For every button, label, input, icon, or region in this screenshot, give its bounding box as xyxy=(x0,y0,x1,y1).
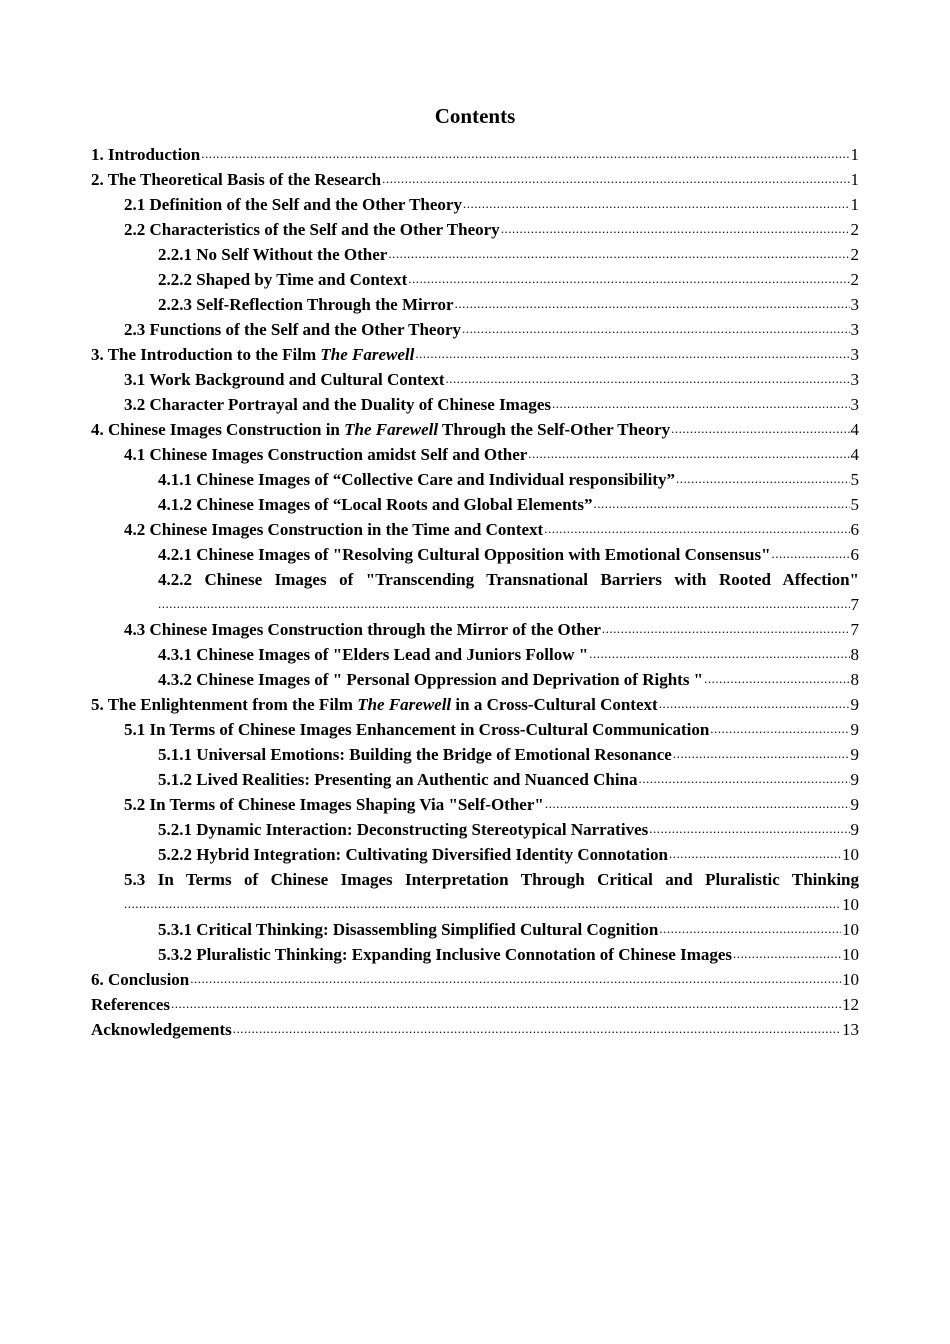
toc-text-part: 4.3.1 Chinese Images of "Elders Lead and Juniors Follow " xyxy=(158,645,589,664)
toc-entry[interactable] xyxy=(91,542,859,567)
toc-entry-title xyxy=(91,692,658,717)
toc-entry[interactable] xyxy=(91,817,859,842)
page-number: 10 xyxy=(842,920,859,939)
toc-entry-title xyxy=(91,967,189,992)
page-number: 10 xyxy=(842,945,859,964)
toc-text-part: 5.3 In Terms of Chinese Images Interpretation Through Critical and Pluralistic Thinking xyxy=(124,870,859,889)
toc-text-part: 1. Introduction xyxy=(91,145,201,164)
toc-entry-title xyxy=(158,742,672,767)
toc-entry-title xyxy=(158,492,592,517)
dot-leader xyxy=(544,519,849,539)
toc-entry-title xyxy=(91,417,670,442)
dot-leader xyxy=(233,1019,841,1039)
page-number: 9 xyxy=(850,820,859,839)
page-title: Contents xyxy=(434,104,516,128)
toc-entry-title xyxy=(158,292,454,317)
dot-leader xyxy=(659,694,850,714)
toc-entry-title xyxy=(91,992,170,1017)
toc-text-part: 4.2.2 Chinese Images of "Transcending Transnational Barriers with Rooted Affection" xyxy=(158,570,859,589)
dot-leader xyxy=(552,394,849,414)
toc-entry-title xyxy=(158,467,675,492)
dot-leader xyxy=(124,894,841,914)
toc-text-part: 2.2.3 Self-Reflection Through the Mirror xyxy=(158,295,454,314)
toc-entry-title xyxy=(158,942,732,967)
dot-leader xyxy=(704,669,849,689)
toc-text-part: 5.2 In Terms of Chinese Images Shaping Via "Self-Other" xyxy=(124,795,544,814)
toc-entry-title xyxy=(91,167,381,192)
page-number: 3 xyxy=(850,320,859,339)
page-number: 9 xyxy=(850,770,859,789)
dot-leader xyxy=(190,969,841,989)
dot-leader xyxy=(528,444,849,464)
toc-entry-title xyxy=(124,367,445,392)
toc-entry[interactable] xyxy=(91,342,859,367)
toc-entry[interactable] xyxy=(91,242,859,267)
toc-entry-continuation[interactable] xyxy=(91,892,859,917)
toc-entry-title xyxy=(124,717,709,742)
toc-entry[interactable] xyxy=(91,792,859,817)
toc-entry[interactable] xyxy=(91,942,859,967)
toc-entry-title xyxy=(158,917,658,942)
toc-text-part: 5.1 In Terms of Chinese Images Enhancement in Cross-Cultural Communication xyxy=(124,720,710,739)
dot-leader xyxy=(639,769,850,789)
toc-entry[interactable] xyxy=(91,742,859,767)
dot-leader xyxy=(201,144,849,164)
dot-leader xyxy=(408,269,849,289)
dot-leader xyxy=(673,744,850,764)
toc-entry-title xyxy=(158,567,859,592)
toc-entry[interactable] xyxy=(91,667,859,692)
toc-text-part: Through the Self-Other Theory xyxy=(438,420,671,439)
toc-entry-title xyxy=(124,392,551,417)
dot-leader xyxy=(602,619,850,639)
toc-entry[interactable] xyxy=(91,1017,859,1042)
toc-text-part: 4.3.2 Chinese Images of " Personal Oppression and Deprivation of Rights " xyxy=(158,670,704,689)
toc-entry-title xyxy=(158,542,771,567)
film-title: The Farewell xyxy=(344,420,439,439)
dot-leader xyxy=(171,994,841,1014)
page-number: 10 xyxy=(842,895,859,914)
page-number: 1 xyxy=(850,145,859,164)
toc-entry[interactable] xyxy=(91,392,859,417)
page-number: 4 xyxy=(850,445,859,464)
film-title: The Farewell xyxy=(357,695,452,714)
toc-entry-title xyxy=(124,192,462,217)
toc-text-part: 4.3 Chinese Images Construction through the Mirror of the Other xyxy=(124,620,601,639)
toc-text-part: 4.2 Chinese Images Construction in the Time and Context xyxy=(124,520,544,539)
toc-entry[interactable] xyxy=(91,417,859,442)
page-number: 5 xyxy=(850,495,859,514)
toc-text-part: 5.3.1 Critical Thinking: Disassembling Simplified Cultural Cognition xyxy=(158,920,659,939)
page-number: 9 xyxy=(850,745,859,764)
toc-entry[interactable] xyxy=(91,517,859,542)
dot-leader xyxy=(676,469,850,489)
page-number: 7 xyxy=(850,595,859,614)
dot-leader xyxy=(659,919,841,939)
dot-leader xyxy=(462,319,849,339)
page-number: 6 xyxy=(850,520,859,539)
toc-entry[interactable] xyxy=(91,992,859,1017)
toc-entry[interactable] xyxy=(91,617,859,642)
toc-entry[interactable] xyxy=(91,842,859,867)
dot-leader xyxy=(446,369,850,389)
toc-text-part: 4.1 Chinese Images Construction amidst Self and Other xyxy=(124,445,528,464)
toc-text-part: 5. The Enlightenment from the Film xyxy=(91,695,358,714)
toc-text-part: 4.1.2 Chinese Images of “Local Roots and Global Elements” xyxy=(158,495,593,514)
page-number: 5 xyxy=(850,470,859,489)
toc-text-part: 2.2 Characteristics of the Self and the Other Theory xyxy=(124,220,500,239)
dot-leader xyxy=(463,194,850,214)
page-number: 3 xyxy=(850,370,859,389)
dot-leader xyxy=(589,644,849,664)
page-number: 3 xyxy=(850,345,859,364)
page-number: 3 xyxy=(850,395,859,414)
page-number: 8 xyxy=(850,645,859,664)
toc-text-part: 2. The Theoretical Basis of the Research xyxy=(91,170,382,189)
toc-text-part: 2.3 Functions of the Self and the Other Theory xyxy=(124,320,462,339)
toc-entry[interactable] xyxy=(91,442,859,467)
toc-text-part: 5.2.1 Dynamic Interaction: Deconstructing Stereotypical Narratives xyxy=(158,820,649,839)
dot-leader xyxy=(388,244,849,264)
dot-leader xyxy=(158,594,850,614)
toc-entry-title xyxy=(124,442,527,467)
toc-entry-continuation[interactable] xyxy=(91,592,859,617)
toc-entry[interactable] xyxy=(91,192,859,217)
toc-text-part: 2.1 Definition of the Self and the Other Theory xyxy=(124,195,462,214)
toc-text-part: in a Cross-Cultural Context xyxy=(451,695,658,714)
toc-entry-title xyxy=(158,242,387,267)
toc-text-part: 2.2.1 No Self Without the Other xyxy=(158,245,388,264)
toc-entry[interactable] xyxy=(91,767,859,792)
page-number: 9 xyxy=(850,795,859,814)
toc-entry[interactable] xyxy=(91,267,859,292)
toc-text-part: 4. Chinese Images Construction in xyxy=(91,420,345,439)
toc-entry[interactable] xyxy=(91,167,859,192)
page-number: 2 xyxy=(850,245,859,264)
page-number: 1 xyxy=(850,170,859,189)
page-number: 7 xyxy=(850,620,859,639)
toc-entry[interactable] xyxy=(91,367,859,392)
page-number: 8 xyxy=(850,670,859,689)
dot-leader xyxy=(501,219,850,239)
page-number: 13 xyxy=(842,1020,859,1039)
page-number: 10 xyxy=(842,970,859,989)
film-title: The Farewell xyxy=(320,345,415,364)
toc-entry-title xyxy=(158,642,588,667)
page-number: 10 xyxy=(842,845,859,864)
toc-entry-title xyxy=(124,217,500,242)
page-number: 1 xyxy=(850,195,859,214)
toc-entry-title xyxy=(158,817,648,842)
toc-entry-title xyxy=(158,767,638,792)
toc-entry[interactable] xyxy=(91,292,859,317)
toc-text-part: 3.2 Character Portrayal and the Duality of Chinese Images xyxy=(124,395,552,414)
dot-leader xyxy=(382,169,849,189)
toc-text-part: References xyxy=(91,995,170,1014)
toc-text-part: 2.2.2 Shaped by Time and Context xyxy=(158,270,408,289)
page-number: 9 xyxy=(850,720,859,739)
toc-entry-title xyxy=(158,667,703,692)
dot-leader xyxy=(455,294,850,314)
toc-entry-title xyxy=(91,142,200,167)
dot-leader xyxy=(671,419,849,439)
toc-text-part: 5.1.2 Lived Realities: Presenting an Authentic and Nuanced China xyxy=(158,770,638,789)
toc-text-part: 3. The Introduction to the Film xyxy=(91,345,321,364)
toc-text-part: Acknowledgements xyxy=(91,1020,232,1039)
toc-text-part: 4.1.1 Chinese Images of “Collective Care and Individual responsibility” xyxy=(158,470,675,489)
dot-leader xyxy=(415,344,849,364)
dot-leader xyxy=(593,494,849,514)
toc-text-part: 6. Conclusion xyxy=(91,970,190,989)
page-number: 12 xyxy=(842,995,859,1014)
toc-entry-title xyxy=(158,842,668,867)
page-number: 6 xyxy=(850,545,859,564)
toc-entry[interactable] xyxy=(91,692,859,717)
page-number: 9 xyxy=(850,695,859,714)
toc-entry[interactable] xyxy=(91,867,859,892)
page-number: 2 xyxy=(850,270,859,289)
toc-entry[interactable] xyxy=(91,317,859,342)
toc-entry-title xyxy=(124,517,543,542)
toc-entry[interactable] xyxy=(91,217,859,242)
dot-leader xyxy=(772,544,850,564)
dot-leader xyxy=(710,719,849,739)
dot-leader xyxy=(669,844,841,864)
toc-entry-title xyxy=(124,867,859,892)
toc-entry-title xyxy=(158,267,407,292)
toc-entry[interactable] xyxy=(91,642,859,667)
toc-text-part: 4.2.1 Chinese Images of "Resolving Cultural Opposition with Emotional Consensus" xyxy=(158,545,771,564)
toc-entry[interactable] xyxy=(91,567,859,592)
toc-entry-title xyxy=(91,1017,232,1042)
toc-entry[interactable] xyxy=(91,467,859,492)
toc-entry[interactable] xyxy=(91,492,859,517)
toc-entry[interactable] xyxy=(91,717,859,742)
dot-leader xyxy=(649,819,849,839)
toc-text-part: 3.1 Work Background and Cultural Context xyxy=(124,370,445,389)
page-number: 2 xyxy=(850,220,859,239)
dot-leader xyxy=(545,794,850,814)
toc-entry-title xyxy=(124,792,544,817)
toc-text-part: 5.3.2 Pluralistic Thinking: Expanding Inclusive Connotation of Chinese Images xyxy=(158,945,733,964)
toc-entry-title xyxy=(124,617,601,642)
toc-entry-title xyxy=(124,317,461,342)
dot-leader xyxy=(733,944,841,964)
page-number: 3 xyxy=(850,295,859,314)
toc-entry[interactable] xyxy=(91,967,859,992)
toc-entry[interactable] xyxy=(91,142,859,167)
toc-text-part: 5.1.1 Universal Emotions: Building the Bridge of Emotional Resonance xyxy=(158,745,672,764)
toc-text-part: 5.2.2 Hybrid Integration: Cultivating Diversified Identity Connotation xyxy=(158,845,669,864)
page-number: 4 xyxy=(850,420,859,439)
toc-entry-title xyxy=(91,342,414,367)
toc-entry[interactable] xyxy=(91,917,859,942)
table-of-contents xyxy=(91,142,859,1042)
